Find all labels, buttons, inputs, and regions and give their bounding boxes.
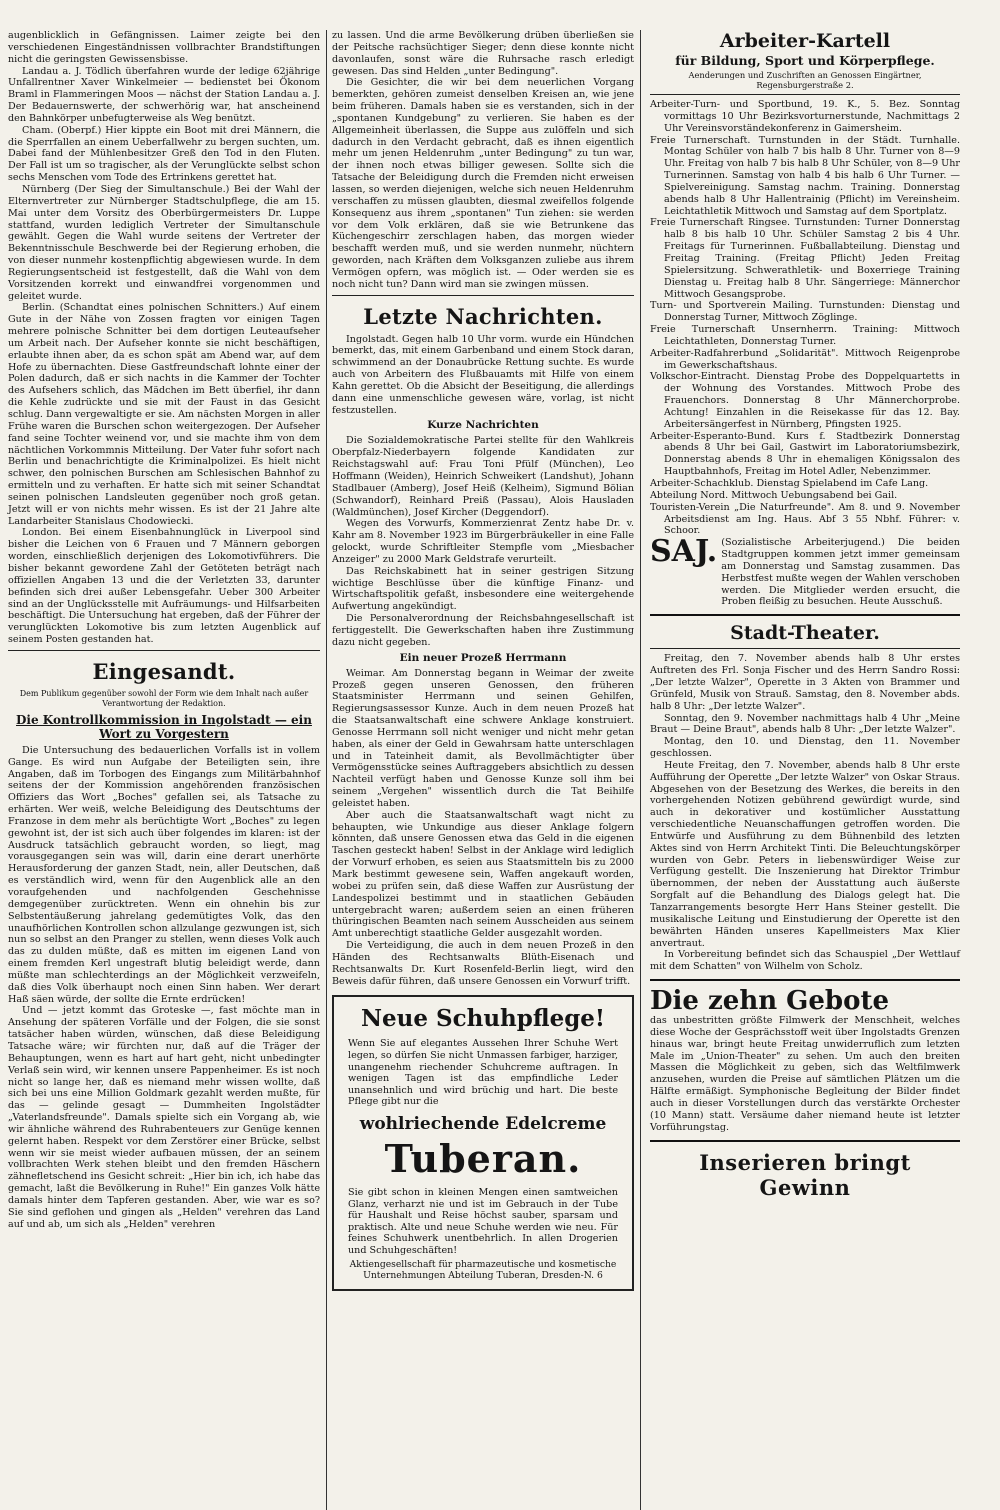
kartell-subtitle: für Bildung, Sport und Körperpflege. bbox=[675, 53, 935, 68]
divider bbox=[332, 295, 634, 296]
divider bbox=[650, 614, 960, 616]
article-paragraph: Das Reichskabinett hat in seiner gestrigen Sitzung wichtige Beschlüsse über die künftige Finanz- und Wirtschaftspolitik gefaßt, insbesondere eine weitergehende Aufwertung angekündigt. bbox=[332, 565, 634, 613]
club-entry: Freie Turnerschaft Ringsee. Turnstunden: Turner Donnerstag halb 8 bis halb 10 Uhr. Schüler Samstag 2 bis 4 Uhr. Freitags für Turnerinnen. Fußballabteilung. Dienstag und Freitag Training. (Freitag Pflicht) Jeden Freitag Spielersitzung. Schwerathletik- und Boxerriege Training Dienstag u. Freitag halb 8 Uhr. Sängerriege: Männerchor Mittwoch Gesangsprobe. bbox=[650, 217, 960, 300]
ad-headline: Neue Schuhpflege! bbox=[360, 1005, 606, 1033]
section-heading-letzte-nachrichten: Letzte Nachrichten. bbox=[363, 303, 603, 329]
article-paragraph: London. Bei einem Eisenbahnunglück in Liverpool sind bisher die Leichen von 6 Frauen und 7 Männern geborgen worden, einschließlich derjenigen des Lokomotivführers. Die bisher bekannt gewordene Zahl der Getöteten beträgt nach offiziellen Angaben 13 und die der Verletzten 33, darunter befinden sich drei außer Lebensgefahr. Ueber 300 Arbeiter sind an der Unglücksstelle mit Aufräumungs- und Hilfsarbeiten beschäftigt. Die Untersuchung hat ergeben, daß der Führer der verunglückten Lokomotive bis zum letzten Augenblick auf seinem Posten gestanden hat. bbox=[8, 527, 320, 646]
saj-text: (Sozialistische Arbeiterjugend.) Die beiden Stadtgruppen kommen jetzt immer gemeinsam am Donnerstag und Samstag zusammen. Das Herbstfest mußte wegen der Wahlen verschoben werden. Die Mitglieder werden ersucht, die Proben fleißig zu besuchen. Heute Ausschuß. bbox=[721, 537, 960, 608]
disclaimer-note: Dem Publikum gegenüber sowohl der Form wie dem Inhalt nach außer Verantwortung der Redaktion. bbox=[19, 688, 309, 708]
kartell-title: Arbeiter-Kartell bbox=[719, 30, 891, 52]
article-paragraph: Die Personalverordnung der Reichsbahngesellschaft ist fertiggestellt. Die Gewerkschaften haben ihre Zustimmung dazu nicht gegeben. bbox=[332, 613, 634, 648]
stadt-theater-title: Stadt-Theater. bbox=[730, 622, 880, 645]
article-paragraph: Landau a. J. Tödlich überfahren wurde der ledige 62jährige Unfallrentner Xaver Winkelmeier — bedienstet bei Ökonom Braml in Flammeringen Moos — nächst der Station Landau a. J. Der Bedauernswerte, der schwerhörig war, hat anscheinend den Bahnkörper unbefugterweise als Weg benützt. bbox=[8, 65, 320, 124]
article-paragraph: Die Untersuchung des bedauerlichen Vorfalls ist in vollem Gange. Es wird nun Aufgabe der Beteiligten sein, ihre Angaben, daß im Torbogen des Eingangs zum Militärbahnhof seitens der der Kommission angehörenden französischen Offiziers das Wort „Boches" gefallen sei, als Tatsache zu erhärten. Wer weiß, welche Beleidigung des Deutschtums der Franzose in dem mehr als berüchtigte Wort „Boches" zu legen gewohnt ist, der ist sich auch über folgendes im klaren: ist der Ausdruck tatsächlich gebraucht worden, so liegt, mag vorausgegangen sein was will, darin eine derart unerhörte Herausforderung der ganzen Stadt, nein, aller Deutschen, daß es verständlich wird, wenn für den Augenblick alle an den voraufgehenden und nachfolgenden Geschehnisse demgegenüber zurücktreten. Wenn ein ohnehin bis zur Selbstentäußerung jahrelang gedemütigtes Volk, das den unaufhörlichen Kontrollen schon allzulange gezwungen ist, sich nun so selbst an den Pranger zu stellen, wenn dieses Volk auch das zu dulden müßte, daß es mitten im eigenen Land von einem fremden Kerl ungestraft blutig beleidigt werde, dann müßte man schlechterdings an der Möglichkeit verzweifeln, daß dies Volk überhaupt noch einen Sinn haben. Wer derart Haß säen würde, der sollte die Ernte erdrücken! bbox=[8, 744, 320, 1005]
article-paragraph: Wegen des Vorwurfs, Kommerzienrat Zentz habe Dr. v. Kahr am 8. November 1923 im Bürgerbräukeller in eine Falle gelockt, wurde Schriftleiter Stempfle vom „Miesbacher Anzeiger" zu 2000 Mark Geldstrafe verurteilt. bbox=[332, 518, 634, 565]
section-heading-eingesandt: Eingesandt. bbox=[92, 658, 236, 684]
divider bbox=[650, 648, 960, 649]
article-paragraph: Cham. (Oberpf.) Hier kippte ein Boot mit drei Männern, die die Sperrfallen an einem Ueberfallwehr zu bergen suchten, um. Dabei fand der Mühlenbesitzer Greß den Tod in den Fluten. Der Fall ist um so tragischer, als der Verunglückte selbst schon sechs Menschen vom Tode des Ertrinkens gerettet hat. bbox=[8, 124, 320, 184]
subheading-prozess-herrmann: Ein neuer Prozeß Herrmann bbox=[399, 651, 567, 664]
theater-paragraph: Freitag, den 7. November abends halb 8 Uhr erstes Auftreten des Frl. Sonja Fischer und des Herrn Sandro Rossi: „Der letzte Walzer", Operette in 3 Akten von Brammer und Grünfeld, Musik von Strauß. Samstag, den 8. November abds. halb 8 Uhr: „Der letzte Walzer". bbox=[650, 653, 960, 712]
ad-body-text-2: Sie gibt schon in kleinen Mengen einen samtweichen Glanz, verharzt nie und ist im Gebrauch in der Tube für Haushalt und Reise höchst sauber, sparsam und praktisch. Alte und neue Schuhe werden wie neu. Für feines Schuhwerk unentbehrlich. In allen Drogerien und Schuhgeschäften! bbox=[348, 1187, 618, 1256]
article-paragraph: zu lassen. Und die arme Bevölkerung drüben überließen sie der Peitsche rachsüchtiger Sieger; denn diese konnte nicht davonlaufen, sonst wäre die Ruhrsache rasch erledigt gewesen. Das sind Helden „unter Bedingung". bbox=[332, 30, 634, 77]
club-entry: Touristen-Verein „Die Naturfreunde". Am 8. und 9. November Arbeitsdienst am Ing. Haus. Abf 3 55 Nbhf. Führer: v. Schoor. bbox=[650, 501, 960, 537]
club-entry: Turn- und Sportverein Mailing. Turnstunden: Dienstag und Donnerstag Turner, Mittwoch Zöglinge. bbox=[650, 300, 960, 324]
column-rule-left bbox=[326, 30, 327, 1510]
advertisement-tuberan bbox=[332, 995, 634, 1290]
ad-body-text: Wenn Sie auf elegantes Aussehen Ihrer Schuhe Wert legen, so dürfen Sie nicht Unmassen farbiger, harziger, unangenehm riechender Schuhcreme auftragen. In wenigen Tagen ist das empfindliche Leder unansehnlich und wird brüchig und hart. Die beste Pflege gibt nur die bbox=[348, 1038, 618, 1108]
saj-notice bbox=[650, 534, 960, 608]
divider bbox=[650, 94, 960, 95]
divider bbox=[8, 650, 320, 651]
club-entry: Arbeiter-Schachklub. Dienstag Spielabend im Cafe Lang. bbox=[650, 478, 929, 489]
club-entry: Abteilung Nord. Mittwoch Uebungsabend bei Gail. bbox=[650, 489, 898, 501]
film-title: Die zehn Gebote bbox=[650, 986, 890, 1017]
column-left bbox=[8, 30, 320, 1230]
article-paragraph: Die Verteidigung, die auch in dem neuen Prozeß in den Händen des Rechtsanwalts Blüth-Eisenach und Rechtsanwalts Dr. Kurt Rosenfeld-Berlin liegt, wird den Beweis dafür führen, daß unsere Genossen ein Vorwurf trifft. bbox=[332, 940, 634, 987]
subheading-kurze-nachrichten: Kurze Nachrichten bbox=[427, 419, 539, 432]
theater-paragraph: In Vorbereitung befindet sich das Schauspiel „Der Wettlauf mit dem Schatten" von Wilhelm von Scholz. bbox=[650, 949, 960, 973]
club-entry: Freie Turnerschaft. Turnstunden in der Städt. Turnhalle. Montag Schüler von halb 7 bis halb 8 Uhr. Turner von 8—9 Uhr. Freitag von halb 7 bis halb 8 Uhr Schüler, von 8—9 Uhr Turnerinnen. Samstag von halb 4 bis halb 6 Uhr Turner. — Spielvereinigung. Samstag nachm. Training. Donnerstag abends halb 8 Uhr Hallentrainig (Pflicht) im Vereinsheim. Leichtathletik Mittwoch und Samstag auf dem Sportplatz. bbox=[650, 134, 960, 217]
film-ad-text: das unbestritten größte Filmwerk der Menschheit, welches diese Woche der Gesprächsstoff weit über Ingolstadts Grenzen hinaus war, bringt heute Freitag unwiderruflich zum letzten Male im „Union-Theater" zu sehen. Um auch den breiten Massen die Möglichkeit zu geben, sich das Weltfilmwerk anzusehen, wurden die Preise auf sämtlichen Plätzen um die Hälfte ermäßigt. Symphonische Begleitung der Bilder findet auch in dieser Vorstellungen durch das verstärkte Orchester (10 Mann) statt. Versäume daher niemand heute ist letzter Vorführungstag. bbox=[650, 1015, 960, 1133]
column-rule-right bbox=[640, 30, 641, 1510]
article-paragraph: Die Gesichter, die wir bei dem neuerlichen Vorgang bemerkten, gehören zumeist denselben Kreisen an, wie jene beim früheren. Damals haben sie es verstanden, sich in der „spontanen Kundgebung" zu verlieren. Sie haben es der Allgemeinheit überlassen, die Suppe aus zulöffeln und sich dadurch in den Verdacht gebracht, daß es ihnen eigentlich mehr um jenen Heldenruhm „unter Bedingung" zu tun war, der ihnen noch etwas billiger gewesen. Sollte sich die Tatsache der Beleidigung durch die Fremden nicht erweisen lassen, so werden diejenigen, welche sich neuen Heldenruhm verschaffen zu müssen glaubten, diesmal zweifellos folgende Konsequenz aus ihrem „spontanen" Tun ziehen: sie werden vor dem Volk erklären, daß sie wie Betrunkene das Küchengeschirr zerschlagen haben, das morgen wieder beschafft werden muß, und sie werden nunmehr, nüchtern geworden, nach Kräften dem Volksganzen zuliebe aus ihrem Vermögen opfern, was möglich ist. — Oder werden sie es noch nicht tun? Dann wird man sie zwingen müssen. bbox=[332, 77, 634, 290]
theater-paragraph: Sonntag, den 9. November nachmittags halb 4 Uhr „Meine Braut — Deine Braut", abends halb 8 Uhr: „Der letzte Walzer". bbox=[650, 712, 960, 736]
column-middle bbox=[332, 30, 634, 1291]
kartell-note: Aenderungen und Zuschriften an Genossen Eingärtner, Regensburgerstraße 2. bbox=[688, 70, 922, 90]
article-paragraph: Die Sozialdemokratische Partei stellte für den Wahlkreis Oberpfalz-Niederbayern folgende Kandidaten zur Reichstagswahl auf: Frau Toni Pfülf (München), Leo Hoffmann (Weiden), Heinrich Schweikert (Landshut), Johann Stadlbauer (Amberg), Josef Heiß (Kelheim), Sigmund Bölian (Schwandorf), Reinhard Preiß (Passau), Alois Hausladen (Waldmünchen), Josef Kircher (Deggendorf). bbox=[332, 435, 634, 518]
column-right bbox=[650, 30, 960, 1200]
club-entry: Arbeiter-Radfahrerbund „Solidarität". Mittwoch Reigenprobe im Gewerkschaftshaus. bbox=[650, 347, 960, 371]
article-paragraph: Ingolstadt. Gegen halb 10 Uhr vorm. wurde ein Hündchen bemerkt, das, mit einem Garbenband und einem Stock daran, schwimmend an der Donaubrücke Rettung suchte. Es wurde auch von Arbeitern des Flußbauamts mit Hilfe von einem Kahn gerettet. Ob die Absicht der Beseitigung, die allerdings dann eine unmenschliche gewesen wäre, vorlag, ist nicht festzustellen. bbox=[332, 333, 634, 416]
ad-product-descriptor: wohlriechende Edelcreme bbox=[359, 1114, 607, 1134]
article-paragraph: Und — jetzt kommt das Groteske —, fast möchte man in Ansehung der späteren Vorfälle und der Folgen, die sie sonst tatsächer haben würden, wünschen, daß diese Beleidigung Tatsache wäre; wir fürchten nur, daß auf die Träger der Behauptungen, wenn es hart auf hart geht, nicht unbedingter Verlaß sein wird, wir kennen unsere Pappenheimer. Es ist noch nicht so lange her, daß es niemand mehr wissen wollte, daß sich bei uns eine Million Goldmark gezahlt werden mußte, für das — gelinde gesagt — Dummheiten Ingolstädter „Vaterlandsfreunde". Damals spielte sich ein Vorgang ab, wie wir ähnliche während des Ruhrabenteuers zur Genüge kennen gelernt haben. Respekt vor dem Zerstörer einer Brücke, selbst wenn wir sie meist wieder aufbauen müssen, der an seinem vollbrachten Werk stehen bleibt und den fremden Häschern zähnefletschend ins Gesicht schreit: „Hier bin ich, ich habe das gemacht, laßt die Bevölkerung in Ruhe!" Ein ganzes Volk hätte damals hinter dem Tapferen gestanden. Aber, wie war es so? Sie sind geflohen und gingen als „Helden" verehren das Land auf und ab, um sich als „Helden" verehren bbox=[8, 1005, 320, 1230]
article-paragraph: Weimar. Am Donnerstag begann in Weimar der zweite Prozeß gegen unseren Genossen, den früheren Staatsminister Herrmann und seinen Gehilfen, Regierungsassessor Kunze. Auch in dem neuen Prozeß hat die Staatsanwaltschaft eine schwere Anklage konstruiert. Genosse Herrmann soll nicht weniger und nicht mehr getan haben, als einer der Geld in Gewahrsam hatte unterschlagen und in Tateinheit damit, als Bevollmächtigter über Vermögensstücke seines Auftraggebers absichtlich zu dessen Nachteil verfügt haben und Genosse Kunze soll ihm bei seinem „Vergehen" wissentlich durch die Tat Beihilfe geleistet haben. bbox=[332, 667, 634, 809]
article-title-kontrollkommission: Die Kontrollkommission in Ingolstadt — ein Wort zu Vorgestern bbox=[16, 712, 312, 741]
ad-company-footer: Aktiengesellschaft für pharmazeutische und kosmetische Unternehmungen Abteilung Tuberan, Dresden-N. 6 bbox=[349, 1258, 617, 1281]
article-paragraph: Berlin. (Schandtat eines polnischen Schnitters.) Auf einem Gute in der Nähe von Zossen fragten vor einigen Tagen mehrere polnische Schnitter bei dem dortigen Leuteaufseher um Arbeit nach. Der Aufseher konnte sie nicht beschäftigen, erlaubte ihnen aber, da es schon spät am Abend war, auf dem Hofe zu übernachten. Diese Gastfreundschaft lohnte einer der Polen dadurch, daß er sich nachts in die Kammer der Tochter des Aufsehers schlich, das Mädchen im Bett überfiel, ihr dann die Kehle zudrückte und sie mit der Faust in das Gesicht schlug. Dann vergewaltigte er sie. Am nächsten Morgen in aller Frühe waren die Burschen schon weitergezogen. Der Aufseher fand seine Tochter weinend vor, und sie machte ihm von dem nächtlichen Vorkommnis Mitteilung. Der Vater fuhr sofort nach Berlin und benachrichtigte die Kriminalpolizei. Es hielt nicht schwer, den polnischen Burschen am Schlesischen Bahnhof zu ermitteln und zu verhaften. Er hatte sich mit seiner Schandtat seinen polnischen Landsleuten gegenüber noch groß getan. Jetzt will er von nichts mehr wissen. Es ist der 21 Jahre alte Landarbeiter Stanislaus Chodowiecki. bbox=[8, 302, 320, 527]
ad-brand-name: Tuberan. bbox=[384, 1136, 582, 1181]
club-entry: Arbeiter-Turn- und Sportbund, 19. K., 5. Bez. Sonntag vormittags 10 Uhr Bezirksvorturnerstunde, Nachmittags 2 Uhr Vereinsvorständekonferenz in Gaimersheim. bbox=[650, 99, 960, 134]
club-entry: Freie Turnerschaft Unsernherrn. Training: Mittwoch Leichtathleten, Donnerstag Turner. bbox=[650, 324, 960, 347]
saj-logo: SAJ. bbox=[650, 534, 718, 570]
article-paragraph: Nürnberg (Der Sieg der Simultanschule.) Bei der Wahl der Elternvertreter zur Nürnberger Stadtschulpflege, die am 15. Mai unter dem Vorsitz des Oberbürgermeisters Dr. Luppe stattfand, wurden lediglich Vertreter der Simultanschule gewählt. Gegen die Wahl wurde seitens der Vertreter der Bekenntnisschule Beschwerde bei der Regierung erhoben, die von dieser nunmehr kostenpflichtig abgewiesen wurde. In dem Regierungsentscheid ist festgestellt, daß die Wahl von dem Vorsitzenden korrekt und einwandfrei vorgenommen und geleitet wurde. bbox=[8, 183, 320, 302]
club-entry: Volkschor-Eintracht. Dienstag Probe des Doppelquartetts in der Wohnung des Vorstandes. Mittwoch Probe des Frauenchors. Donnerstag 8 Uhr Männerchorprobe. Achtung! Einzahlen in die Reisekasse für das 12. Bay. Arbeitersängerfest in Nürnberg, Pfingsten 1925. bbox=[650, 371, 960, 430]
article-paragraph: Aber auch die Staatsanwaltschaft wagt nicht zu behaupten, wie Unkundige aus dieser Anklage folgern könnten, daß unsere Genossen etwa das Geld in die eigenen Taschen gesteckt haben! Selbst in der Anklage wird lediglich der Vorwurf erhoben, es seien aus Staatsmitteln bis zu 2000 Mark bestimmt gewesene sein, Waffen angekauft worden, wobei zu prüfen sein, daß diese Waffen zur Ausrüstung der Landespolizei bestimmt und in staatlichen Gebäuden untergebracht waren; außerdem seien an einen früheren thüringischen Beamten nach seinem Ausscheiden aus seinem Amt unberechtigt staatliche Gelder ausgezahlt worden. bbox=[332, 809, 634, 940]
club-entry: Arbeiter-Esperanto-Bund. Kurs f. Stadtbezirk Donnerstag abends 8 Uhr bei Gail, Gastwirt im Laboratoriumsbezirk, Donnerstag abends 8 Uhr in ehemaligen Königssalon des Hauptbahnhofs, Freitag im Hotel Adler, Nebenzimmer. bbox=[650, 430, 960, 478]
divider bbox=[650, 1140, 960, 1142]
theater-paragraph: Montag, den 10. und Dienstag, den 11. November geschlossen. bbox=[650, 736, 960, 760]
article-paragraph: augenblicklich in Gefängnissen. Laimer zeigte bei den verschiedenen Eingeständnissen vollbrachter Brandstiftungen nicht die geringsten Gewissensbisse. bbox=[8, 30, 320, 65]
theater-paragraph: Heute Freitag, den 7. November, abends halb 8 Uhr erste Aufführung der Operette „Der letzte Walzer" von Oskar Straus. Abgesehen von der Besetzung des Werkes, die bereits in den vorhergehenden Notizen gebührend gewürdigt wurde, sind auch in dekorativer und kostümlicher Ausstattung verschiedentliche Neuanschaffungen getroffen worden. Die Entwürfe und Ausführung zu dem Bühnenbild des letzten Aktes sind von Herrn Architekt Tinti. Die Beleuchtungskörper wurden von Gebr. Peters in liebenswürdiger Weise zur Verfügung gestellt. Die Inszenierung hat Direktor Trimbur übernommen, der neben der Ausstattung auch äußerste Sorgfalt auf die Behandlung des Dialogs gelegt hat. Die Tanzarrangements besorgte Herr Hans Steiner gestellt. Die musikalische Leitung und Einstudierung der Operette ist den bewährten Händen unseres Kapellmeisters Max Klier anvertraut. bbox=[650, 759, 960, 949]
divider bbox=[650, 979, 960, 981]
film-ad-zehn-gebote bbox=[650, 987, 960, 1015]
inserieren-slogan: Inserieren bringt Gewinn bbox=[699, 1149, 911, 1200]
